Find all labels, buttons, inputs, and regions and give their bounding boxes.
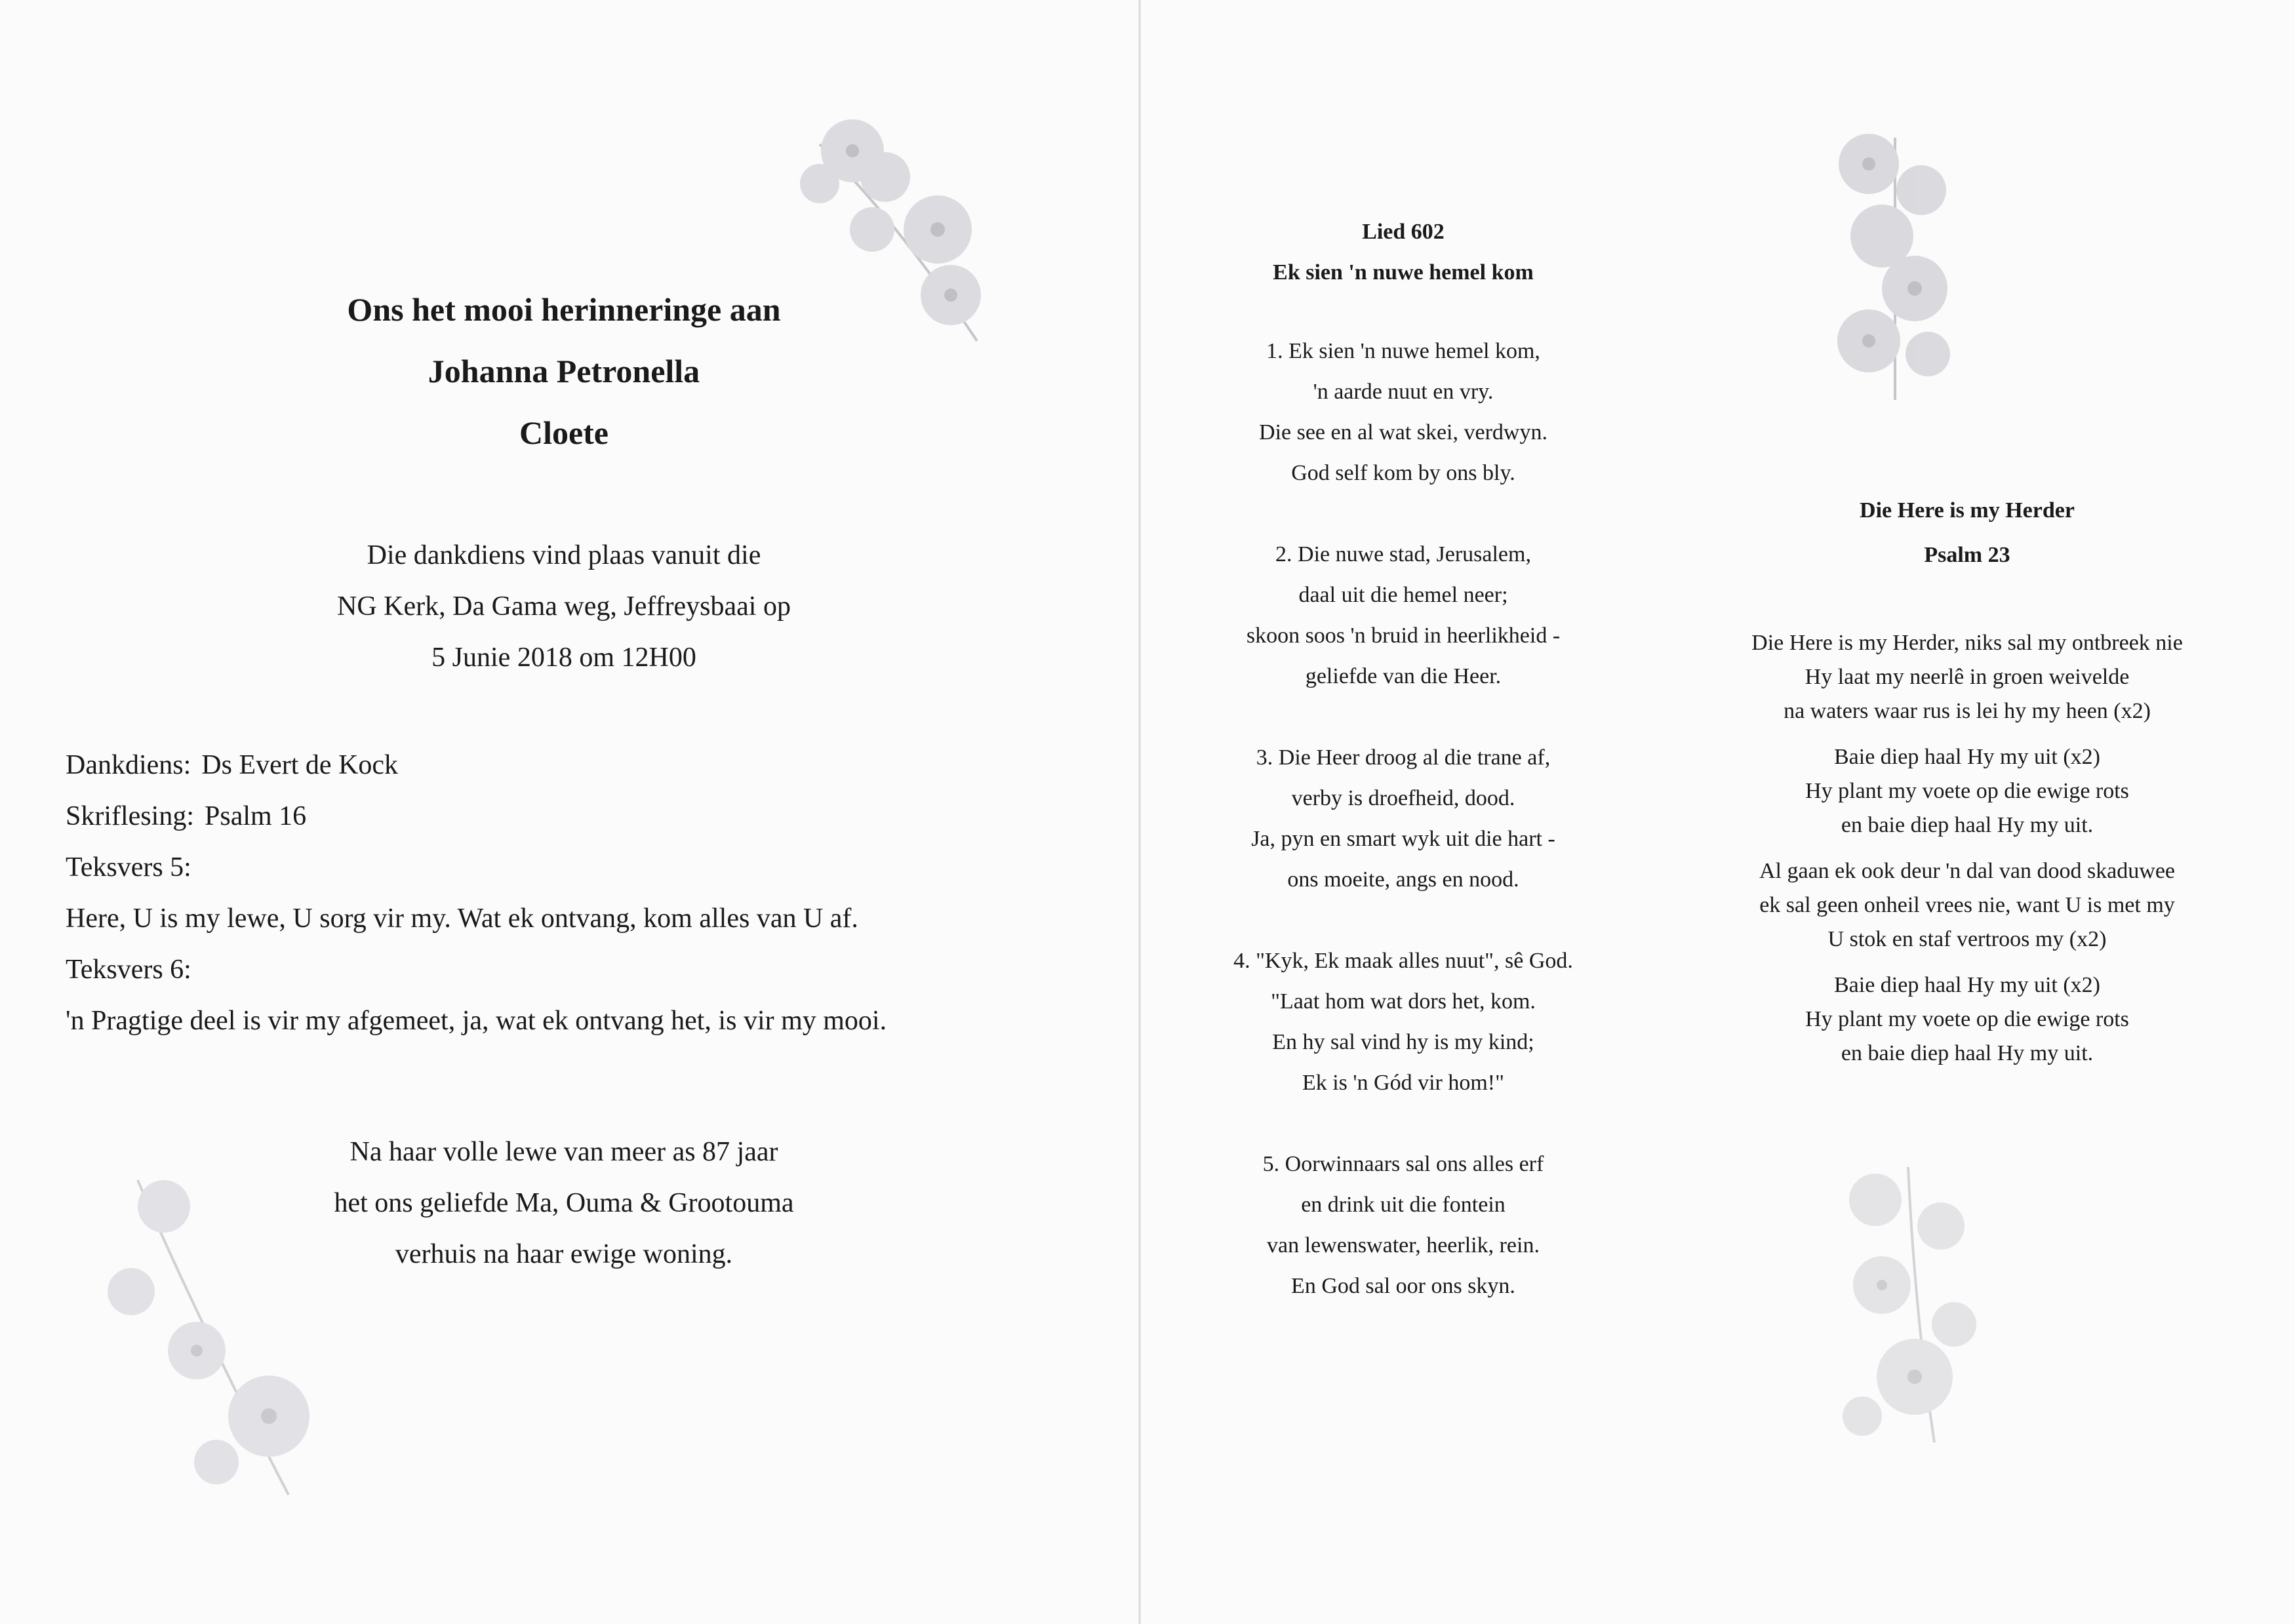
psalm-stanza	[1649, 626, 2285, 728]
closing-text	[243, 1126, 885, 1280]
teksvers6-label: Teksvers 6:	[66, 955, 191, 985]
service-date: 5 Junie 2018 om 12H00	[431, 643, 696, 673]
service-venue: NG Kerk, Da Gama weg, Jeffreysbaai op	[337, 591, 791, 622]
verse-line: Ek is 'n Gód vir hom!"	[1302, 1071, 1505, 1095]
verse-line: 2. Die nuwe stad, Jerusalem,	[1275, 542, 1531, 566]
verse-line: daal uit die hemel neer;	[1298, 583, 1508, 607]
verse-line: 4. "Kyk, Ek maak alles nuut", sê God.	[1233, 949, 1573, 973]
psalm-stanza	[1649, 740, 2285, 842]
psalm-header	[1649, 488, 2285, 578]
dankdiens-label: Dankdiens:	[66, 750, 191, 780]
right-page	[1141, 0, 2295, 1624]
verse-line: ons moeite, angs en nood.	[1287, 867, 1519, 892]
left-page	[0, 0, 1138, 1624]
verse-line: "Laat hom wat dors het, kom.	[1271, 989, 1536, 1014]
teksvers5-label: Teksvers 5:	[66, 852, 191, 882]
hymn-verse	[1207, 941, 1600, 1103]
stanza-line: Hy laat my neerlê in groen weivelde	[1805, 665, 2130, 689]
skriflesing-row	[66, 791, 1088, 842]
dankdiens-row	[66, 740, 1088, 791]
stanza-line: en baie diep haal Hy my uit.	[1841, 813, 2094, 837]
hymn-verses	[1207, 331, 1600, 1347]
skriflesing-label: Skriflesing:	[66, 801, 194, 831]
stanza-line: en baie diep haal Hy my uit.	[1841, 1041, 2094, 1065]
deceased-surname: Cloete	[519, 414, 609, 451]
service-line: Die dankdiens vind plaas vanuit die	[367, 540, 761, 570]
flower-spray-icon	[1803, 1154, 2026, 1456]
verse-line: Ja, pyn en smart wyk uit die hart -	[1251, 827, 1555, 851]
verse-line: verby is droefheid, dood.	[1291, 786, 1515, 810]
verse-line: 1. Ek sien 'n nuwe hemel kom,	[1266, 339, 1540, 363]
verse-line: geliefde van die Heer.	[1305, 664, 1502, 688]
closing-line: verhuis na haar ewige woning.	[395, 1239, 733, 1269]
stanza-line: Baie diep haal Hy my uit (x2)	[1833, 973, 2100, 997]
hymn-verse	[1207, 738, 1600, 900]
teksvers5-text: Here, U is my lewe, U sorg vir my. Wat ek ontvang, kom alles van U af.	[66, 903, 858, 934]
stanza-line: Baie diep haal Hy my uit (x2)	[1833, 745, 2100, 769]
psalm-stanzas	[1649, 626, 2285, 1082]
tribute-line: Ons het mooi herinneringe aan	[347, 291, 781, 328]
stanza-line: Die Here is my Herder, niks sal my ontbreek nie	[1751, 631, 2183, 655]
verse-line: 'n aarde nuut en vry.	[1313, 380, 1494, 404]
psalm-stanza	[1649, 854, 2285, 957]
verse-line: En hy sal vind hy is my kind;	[1272, 1030, 1534, 1054]
stanza-line: Hy plant my voete op die ewige rots	[1805, 1007, 2129, 1031]
verse-line: En God sal oor ons skyn.	[1291, 1274, 1515, 1298]
verse-line: van lewenswater, heerlik, rein.	[1267, 1233, 1540, 1258]
hymn-verse	[1207, 534, 1600, 697]
verse-line: en drink uit die fontein	[1301, 1193, 1506, 1217]
verse-line: Die see en al wat skei, verdwyn.	[1259, 420, 1547, 445]
stanza-line: Al gaan ek ook deur 'n dal van dood skaduwee	[1759, 859, 2175, 883]
hymn-verse	[1207, 1144, 1600, 1307]
stanza-line: ek sal geen onheil vrees nie, want U is met my	[1759, 893, 2175, 917]
dankdiens-value: Ds Evert de Kock	[201, 750, 399, 780]
deceased-first-names: Johanna Petronella	[428, 353, 700, 389]
service-info	[243, 530, 885, 683]
stanza-line: Hy plant my voete op die ewige rots	[1805, 779, 2129, 803]
psalm-number: Psalm 23	[1924, 543, 2010, 567]
psalm-title: Die Here is my Herder	[1860, 498, 2075, 523]
verse-line: skoon soos 'n bruid in heerlikheid -	[1246, 624, 1561, 648]
stanza-line: na waters waar rus is lei hy my heen (x2)	[1784, 699, 2151, 723]
skriflesing-value: Psalm 16	[205, 801, 307, 831]
teksvers6-text: 'n Pragtige deel is vir my afgemeet, ja, wat ek ontvang het, is vir my mooi.	[66, 1006, 887, 1036]
flower-spray-icon	[1797, 125, 1993, 413]
hymn-title: Ek sien 'n nuwe hemel kom	[1273, 260, 1534, 285]
psalm-stanza	[1649, 968, 2285, 1071]
closing-line: Na haar volle lewe van meer as 87 jaar	[349, 1137, 778, 1167]
service-details	[66, 740, 1088, 1046]
hymn-header	[1207, 212, 1600, 293]
verse-line: God self kom by ons bly.	[1291, 461, 1515, 485]
verse-line: 5. Oorwinnaars sal ons alles erf	[1262, 1152, 1544, 1176]
hymn-verse	[1207, 331, 1600, 494]
verse-line: 3. Die Heer droog al die trane af,	[1256, 745, 1551, 770]
hymn-number: Lied 602	[1362, 220, 1445, 244]
closing-line: het ons geliefde Ma, Ouma & Grootouma	[334, 1188, 794, 1218]
stanza-line: U stok en staf vertroos my (x2)	[1827, 927, 2107, 951]
tribute-heading	[243, 279, 885, 464]
